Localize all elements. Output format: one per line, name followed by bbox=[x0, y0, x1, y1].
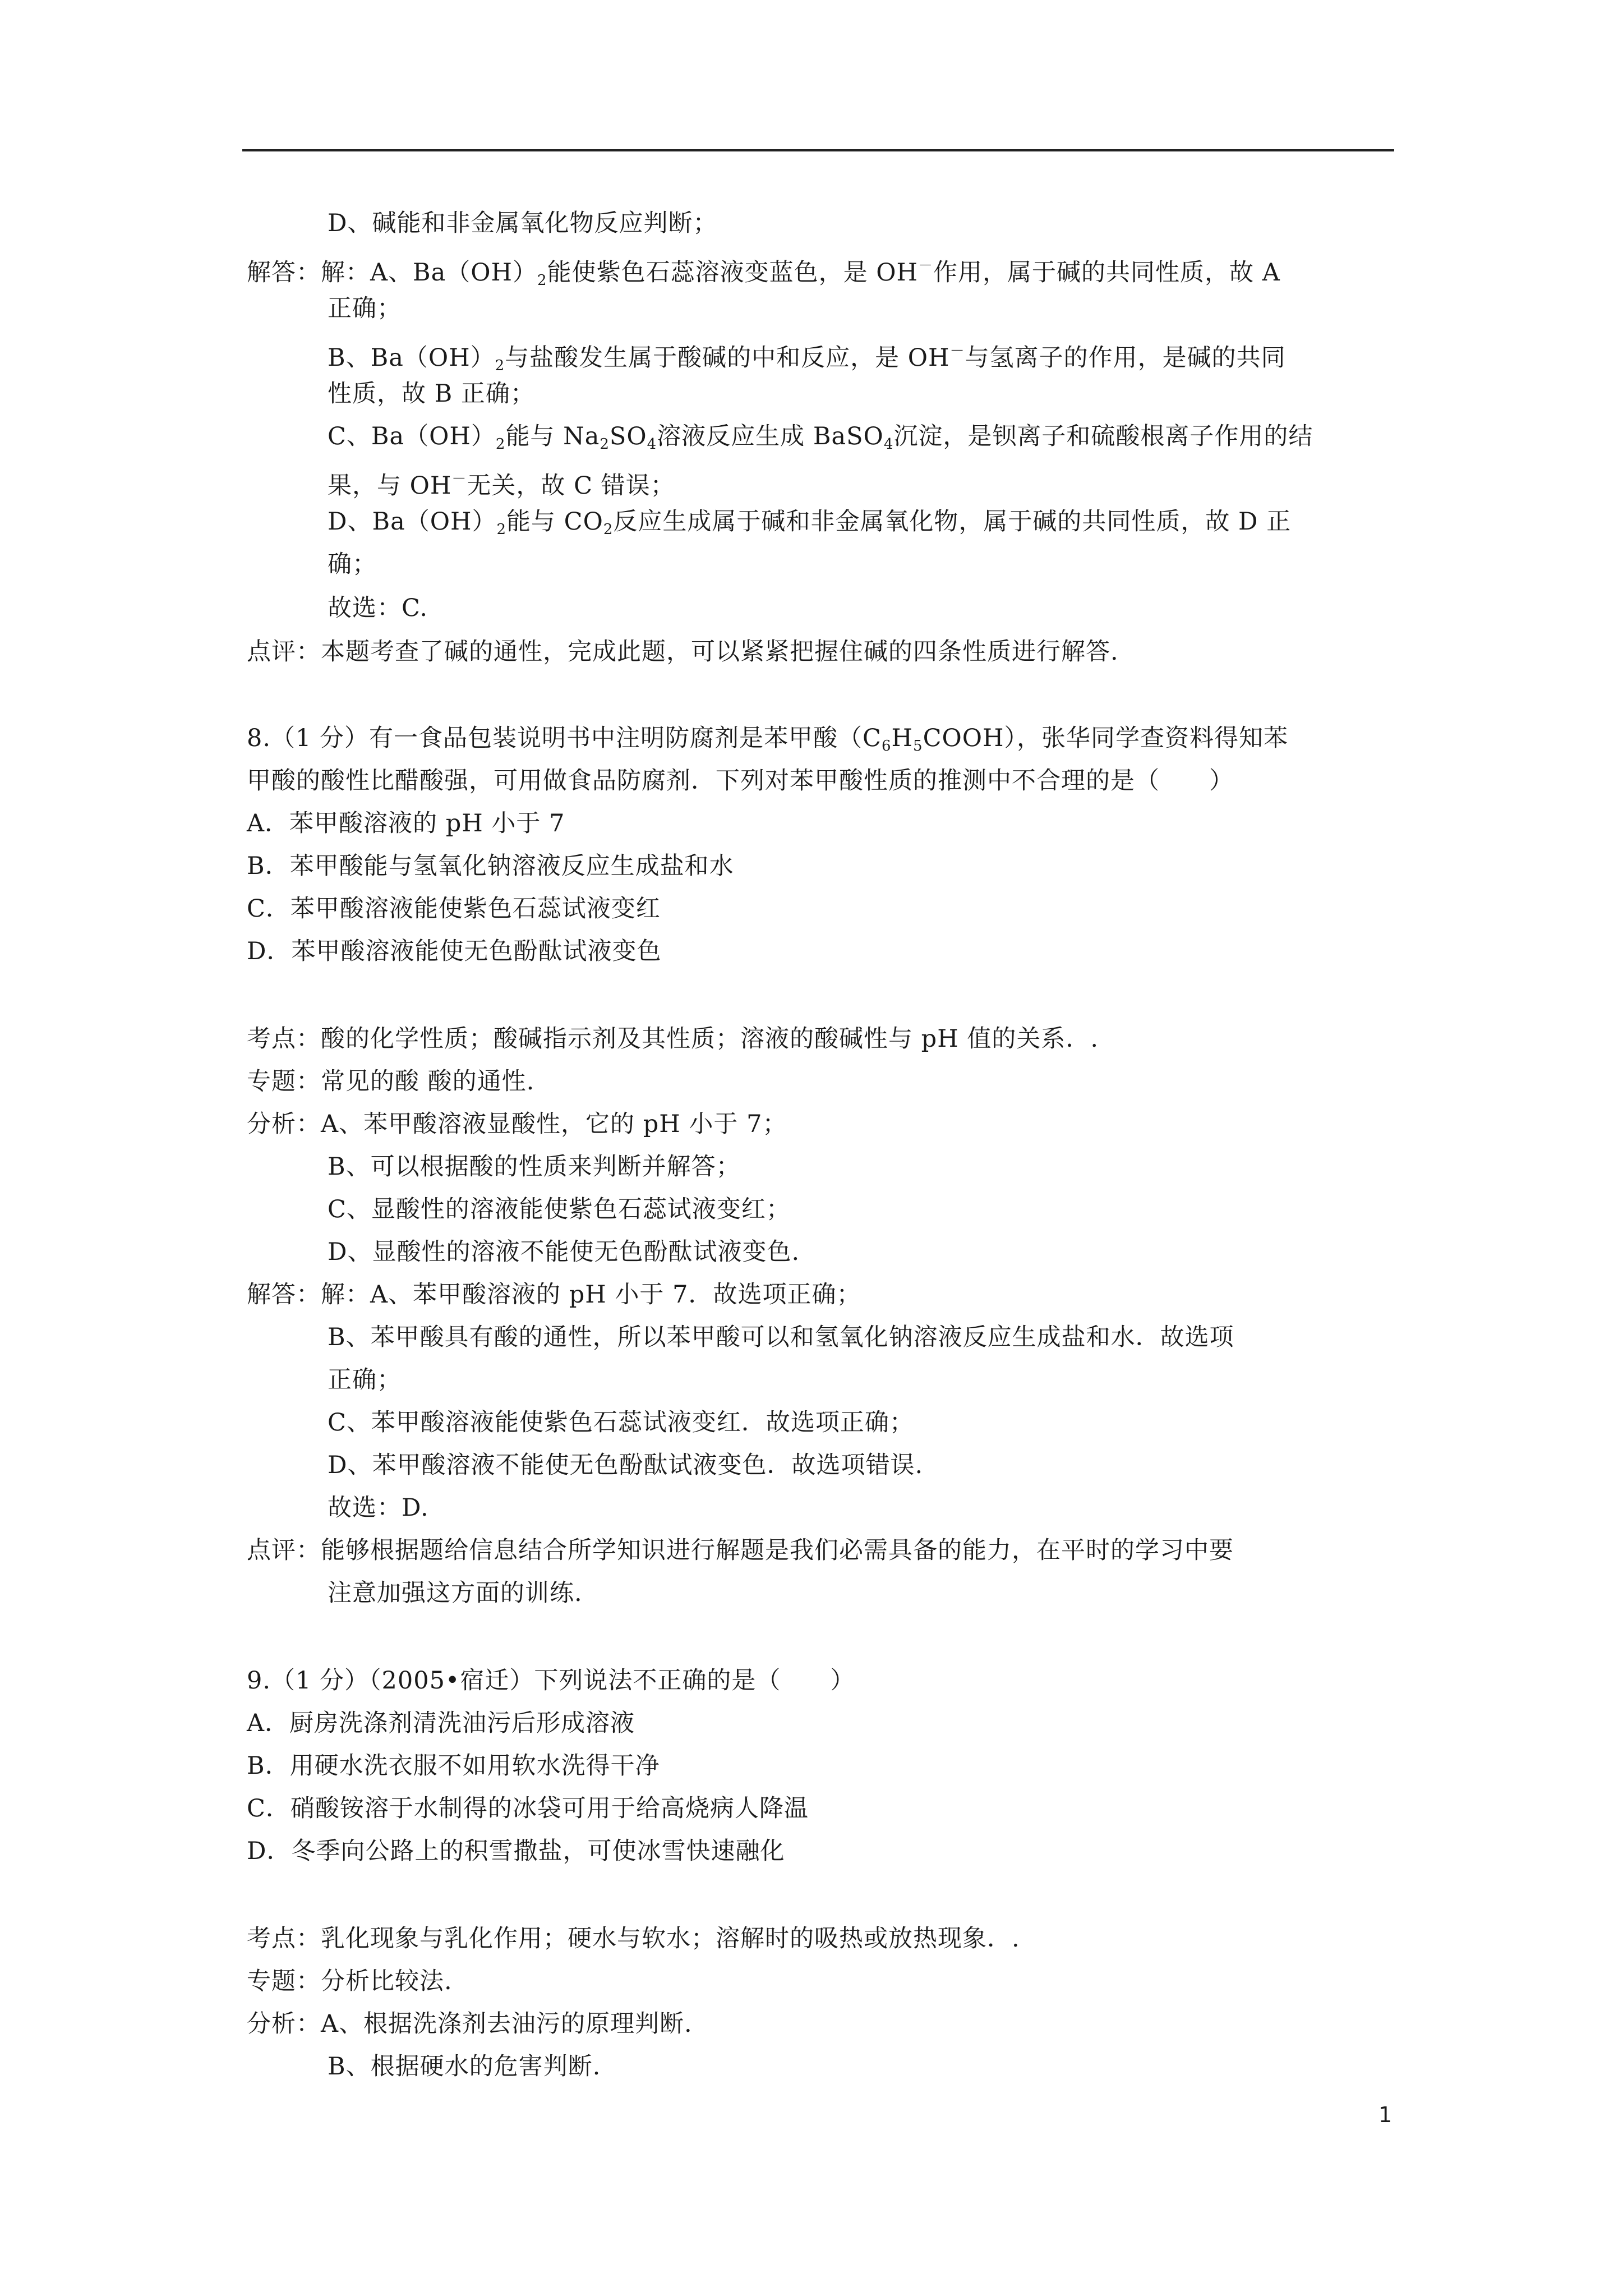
q9-stem: 9.（1 分）（2005•宿迁）下列说法不正确的是（ ） bbox=[247, 1667, 855, 1695]
q8-option-a: A．苯甲酸溶液的 pH 小于 7 bbox=[247, 809, 565, 838]
prev-answer-b-line2: 性质，故 B 正确； bbox=[328, 380, 535, 408]
q9-option-b: B．用硬水洗衣服不如用软水洗得干净 bbox=[247, 1752, 660, 1780]
q9-option-c: C．硝酸铵溶于水制得的冰袋可用于给高烧病人降温 bbox=[247, 1795, 809, 1823]
prev-answer-choice: 故选：C. bbox=[328, 594, 428, 622]
q8-comment-2: 注意加强这方面的训练. bbox=[328, 1579, 583, 1607]
q8-analysis-1: 分析：A、苯甲酸溶液显酸性，它的 pH 小于 7； bbox=[247, 1110, 787, 1138]
q8-analysis-4: D、显酸性的溶液不能使无色酚酞试液变色. bbox=[328, 1238, 800, 1266]
q8-analysis-3: C、显酸性的溶液能使紫色石蕊试液变红； bbox=[328, 1195, 791, 1223]
q8-answer-5: D、苯甲酸溶液不能使无色酚酞试液变色．故选项错误. bbox=[328, 1451, 924, 1479]
q8-stem-line2: 甲酸的酸性比醋酸强，可用做食品防腐剂．下列对苯甲酸性质的推测中不合理的是（ ） bbox=[247, 767, 1234, 795]
prev-comment: 点评：本题考查了碱的通性，完成此题，可以紧紧把握住碱的四条性质进行解答. bbox=[247, 638, 1119, 666]
q8-analysis-2: B、可以根据酸的性质来判断并解答； bbox=[328, 1153, 741, 1181]
q8-zhuanti: 专题：常见的酸 酸的通性. bbox=[247, 1068, 535, 1096]
q8-answer-2: B、苯甲酸具有酸的通性，所以苯甲酸可以和氢氧化钠溶液反应生成盐和水．故选项 bbox=[328, 1323, 1234, 1351]
q8-answer-3: 正确； bbox=[328, 1366, 402, 1394]
q9-kaodian: 考点：乳化现象与乳化作用；硬水与软水；溶解时的吸热或放热现象．. bbox=[247, 1925, 1020, 1953]
prev-answer-c-line1: C、$Ba(OH)_2$能与 $Na_2SO_4$溶液反应生成 BaSO$_4$沉淀，是钡离子和硫酸根离子作用的结 bbox=[328, 422, 1313, 453]
q8-stem-line1: 8.（1 分）有一食品包装说明书中注明防腐剂是苯甲酸$(C_6H_5COOH)$，张华同学查资料得知苯 bbox=[247, 724, 1288, 754]
page-number: 1 bbox=[1378, 2102, 1393, 2127]
prev-answer-b-line1: B、$Ba(OH)_2$与盐酸发生属于酸碱的中和反应，是 OH－与氢离子的作用，是碱的共同 bbox=[328, 343, 1286, 374]
q9-option-a: A．厨房洗涤剂清洗油污后形成溶液 bbox=[247, 1709, 635, 1737]
q8-answer-choice: 故选：D. bbox=[328, 1494, 429, 1522]
q9-zhuanti: 专题：分析比较法. bbox=[247, 1967, 453, 1995]
q9-analysis-2: B、根据硬水的危害判断. bbox=[328, 2053, 601, 2081]
q8-comment-1: 点评：能够根据题给信息结合所学知识进行解题是我们必需具备的能力，在平时的学习中要 bbox=[247, 1536, 1234, 1565]
q8-option-b: B．苯甲酸能与氢氧化钠溶液反应生成盐和水 bbox=[247, 852, 734, 880]
prev-answer-d-line1: D、$Ba(OH)_2$能与 $CO_2$反应生成属于碱和非金属氧化物，属于碱的共同性质，故 D 正 bbox=[328, 508, 1292, 538]
prev-answer-a-line1: 解答：解：A、$Ba(OH)_2$能使紫色石蕊溶液变蓝色，是 OH－作用，属于碱的共同性质，故 A bbox=[247, 257, 1280, 289]
prev-answer-d-line2: 确； bbox=[328, 550, 377, 578]
prev-answer-a-line2: 正确； bbox=[328, 295, 402, 323]
prev-analysis-d: D、碱能和非金属氧化物反应判断； bbox=[328, 209, 718, 237]
prev-answer-c-line2: 果，与 OH－无关，故 C 错误； bbox=[328, 471, 675, 500]
q8-answer-1: 解答：解：A、苯甲酸溶液的 pH 小于 7．故选项正确； bbox=[247, 1281, 861, 1309]
q8-answer-4: C、苯甲酸溶液能使紫色石蕊试液变红．故选项正确； bbox=[328, 1409, 914, 1437]
q8-option-c: C．苯甲酸溶液能使紫色石蕊试液变红 bbox=[247, 895, 661, 923]
q8-option-d: D．苯甲酸溶液能使无色酚酞试液变色 bbox=[247, 937, 662, 965]
q8-kaodian: 考点：酸的化学性质；酸碱指示剂及其性质；溶液的酸碱性与 pH 值的关系．. bbox=[247, 1025, 1099, 1053]
q9-option-d: D．冬季向公路上的积雪撒盐，可使冰雪快速融化 bbox=[247, 1837, 785, 1865]
header-rule bbox=[242, 149, 1394, 151]
q9-analysis-1: 分析：A、根据洗涤剂去油污的原理判断. bbox=[247, 2010, 693, 2038]
